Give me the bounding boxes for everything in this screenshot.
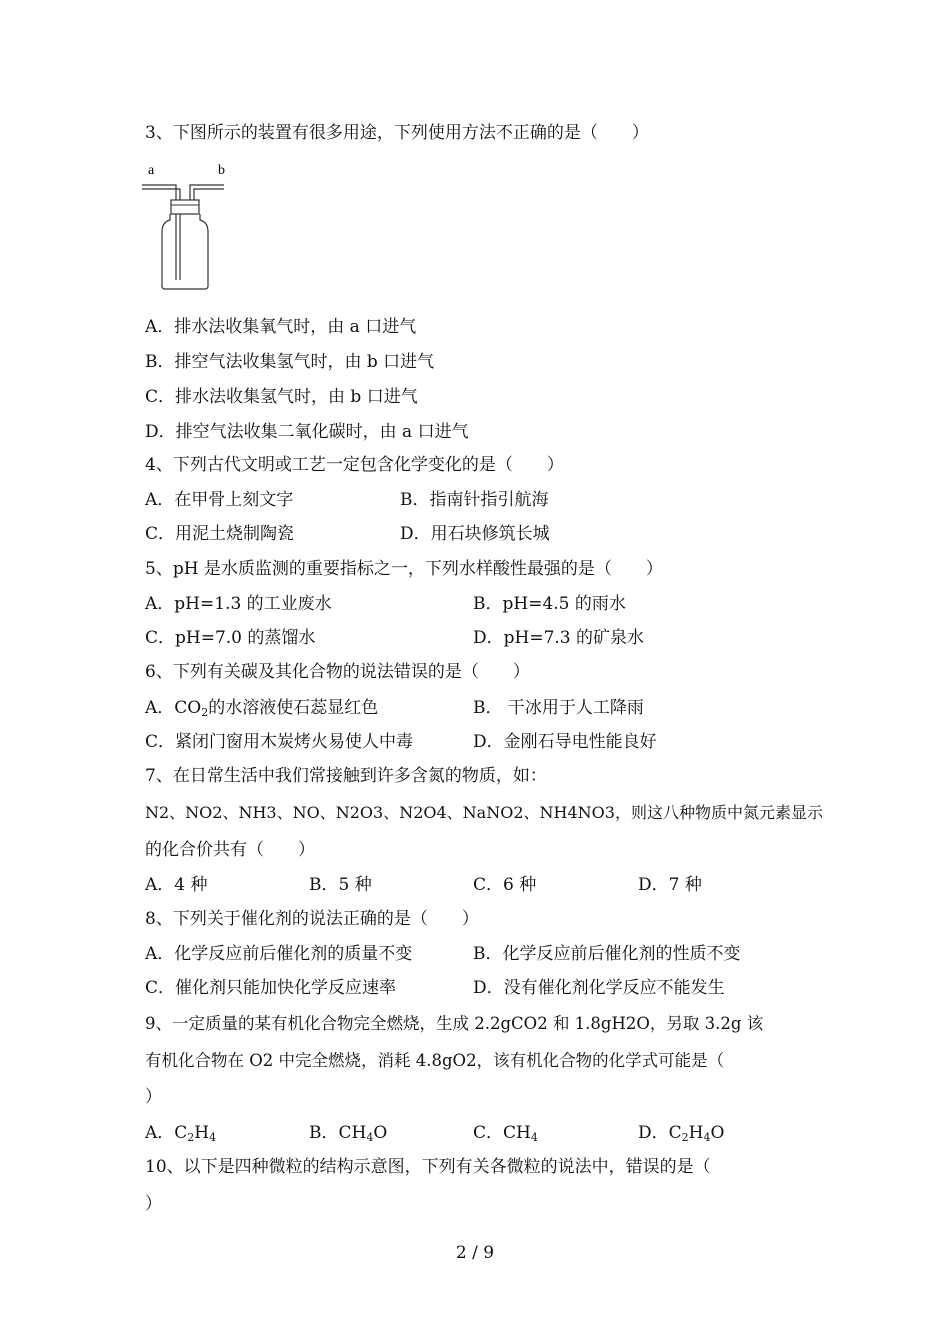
q6-stem: 6、下列有关碳及其化合物的说法错误的是（ ） — [145, 662, 530, 682]
q9-stem-line3: ） — [145, 1087, 162, 1107]
q9-option-c: C．$CH_4$ — [473, 1123, 538, 1144]
q4-option-c: C．用泥土烧制陶瓷 — [145, 524, 295, 544]
q5-option-b: B．pH=4.5 的雨水 — [473, 594, 626, 614]
q6-option-a: A．$CO_2$的水溶液使石蕊显红色 — [145, 698, 379, 719]
q3-option-d: D．排空气法收集二氧化碳时，由 a 口进气 — [145, 422, 469, 442]
q8-option-c: C．催化剂只能加快化学反应速率 — [145, 978, 397, 998]
q7-option-a: A．4 种 — [145, 875, 208, 895]
q3-option-a: A．排水法收集氧气时，由 a 口进气 — [145, 317, 417, 337]
q7-stem-line3: 的化合价共有（ ） — [145, 840, 315, 860]
q7-stem-line1: 7、在日常生活中我们常接触到许多含氮的物质，如： — [145, 766, 547, 786]
q8-option-d: D．没有催化剂化学反应不能发生 — [473, 978, 725, 998]
q10-stem-line2: ） — [145, 1194, 162, 1214]
q9-option-b: B．$CH_4O$ — [309, 1123, 388, 1144]
q9-stem-line1: 9、一定质量的某有机化合物完全燃烧，生成 2.2gCO2 和 1.8gH2O，另取 3.2g 该 — [145, 1014, 764, 1033]
q5-stem: 5、pH 是水质监测的重要指标之一，下列水样酸性最强的是（ ） — [145, 559, 663, 579]
q4-option-b: B．指南针指引航海 — [400, 490, 549, 510]
q7-option-c: C．6 种 — [473, 875, 537, 895]
q6-option-b: B． 干冰用于人工降雨 — [473, 698, 644, 718]
q7-option-b: B．5 种 — [309, 875, 372, 895]
q3-option-c: C．排水法收集氢气时，由 b 口进气 — [145, 387, 418, 407]
q5-option-a: A．pH=1.3 的工业废水 — [145, 594, 332, 614]
q7-option-d: D．7 种 — [638, 875, 702, 895]
page-number: 2 / 9 — [455, 1243, 495, 1263]
gas-bottle-figure — [140, 158, 240, 290]
q5-option-d: D．pH=7.3 的矿泉水 — [473, 628, 645, 648]
q8-option-a: A．化学反应前后催化剂的质量不变 — [145, 944, 413, 964]
q10-stem-line1: 10、以下是四种微粒的结构示意图，下列有关各微粒的说法中，错误的是（ — [145, 1157, 711, 1177]
q4-stem: 4、下列古代文明或工艺一定包含化学变化的是（ ） — [145, 455, 564, 475]
label-b: b — [218, 163, 225, 178]
q6-option-d: D．金刚石导电性能良好 — [473, 732, 657, 752]
q5-option-c: C．pH=7.0 的蒸馏水 — [145, 628, 316, 648]
q4-option-d: D．用石块修筑长城 — [400, 524, 550, 544]
q7-stem-line2: N2、NO2、NH3、NO、N2O3、N2O4、NaNO2、NH4NO3，则这八种物质中氮元素显示 — [145, 803, 823, 822]
q6-option-c: C．紧闭门窗用木炭烤火易使人中毒 — [145, 732, 414, 752]
q4-option-a: A．在甲骨上刻文字 — [145, 490, 294, 510]
q9-option-d: D．$C_2H_4O$ — [638, 1123, 725, 1144]
q8-stem: 8、下列关于催化剂的说法正确的是（ ） — [145, 909, 479, 929]
q3-option-b: B．排空气法收集氢气时，由 b 口进气 — [145, 352, 435, 372]
q9-option-a: A．$C_2H_4$ — [145, 1123, 217, 1144]
q9-stem-line2: 有机化合物在 O2 中完全燃烧，消耗 4.8gO2，该有机化合物的化学式可能是（ — [145, 1051, 725, 1070]
q3-stem: 3、下图所示的装置有很多用途，下列使用方法不正确的是（ ） — [145, 123, 649, 143]
label-a: a — [148, 163, 155, 178]
q8-option-b: B．化学反应前后催化剂的性质不变 — [473, 944, 741, 964]
